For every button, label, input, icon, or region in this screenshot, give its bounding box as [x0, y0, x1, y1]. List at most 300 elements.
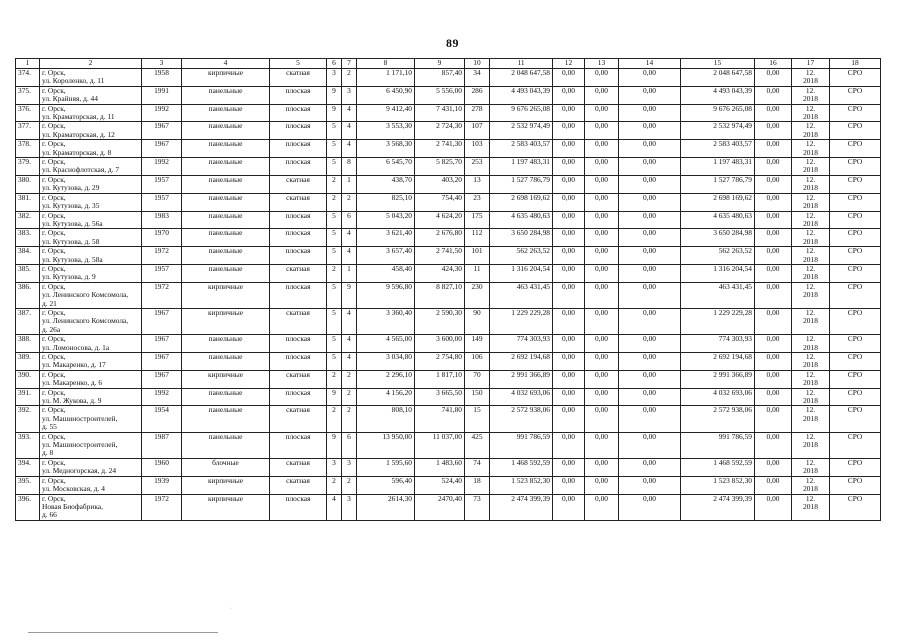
residents-cell: 106	[465, 353, 490, 371]
roof-type-cell: скатная	[270, 406, 327, 432]
completion-term-line: 12.	[805, 193, 816, 202]
table-row	[16, 282, 881, 308]
cost-col-14-cell: 0,00	[619, 370, 681, 388]
column-header: 4	[182, 59, 270, 69]
cost-col-13-cell: 0,00	[585, 264, 619, 282]
table-row	[16, 264, 881, 282]
total-area-cell: 825,10	[357, 193, 415, 211]
living-area-cell: 5 556,00	[415, 86, 465, 104]
repair-method-cell: СРО	[830, 264, 881, 282]
repair-method-cell: СРО	[830, 247, 881, 265]
build-year-cell: 1983	[142, 211, 182, 229]
address-line: г. Орск,	[42, 334, 66, 344]
row-number-cell: 375.	[16, 86, 40, 104]
cost-col-15-cell: 9 676 265,08	[681, 104, 755, 122]
column-header: 7	[342, 59, 357, 69]
address-cell	[40, 247, 142, 265]
completion-term-line: 2018	[803, 342, 818, 352]
completion-term-line: 2018	[803, 254, 818, 264]
column-header: 17	[792, 59, 830, 69]
entrances-cell: 3	[342, 458, 357, 476]
cost-col-16-cell: 0,00	[755, 476, 792, 494]
floors-cell: 9	[327, 432, 342, 458]
address-cell	[40, 353, 142, 371]
roof-type-cell: скатная	[270, 458, 327, 476]
table-row	[16, 140, 881, 158]
address-cell	[40, 104, 142, 122]
cost-col-13-cell: 0,00	[585, 247, 619, 265]
total-area-cell: 458,40	[357, 264, 415, 282]
wall-material-cell: панельные	[182, 158, 270, 176]
floors-cell: 5	[327, 335, 342, 353]
repair-method-cell: СРО	[830, 140, 881, 158]
cost-col-14-cell: 0,00	[619, 432, 681, 458]
address-line: г. Орск,	[42, 139, 66, 149]
total-area-cell: 6 545,70	[357, 158, 415, 176]
address-line: ул. Макаренко, д. 17	[42, 360, 106, 370]
roof-type-cell: плоская	[270, 353, 327, 371]
build-year-cell: 1939	[142, 476, 182, 494]
build-year-cell: 1992	[142, 104, 182, 122]
address-line: ул. Кутузова, д. 35	[42, 201, 100, 211]
address-line: ул. Кутузова, д. 58а	[42, 254, 103, 264]
total-area-cell: 13 950,00	[357, 432, 415, 458]
entrances-cell: 4	[342, 247, 357, 265]
address-line: ул. Машиностроителей,	[42, 440, 118, 450]
cost-col-16-cell: 0,00	[755, 432, 792, 458]
total-cost-cell: 3 650 284,98	[490, 229, 553, 247]
column-header: 3	[142, 59, 182, 69]
residents-cell: 101	[465, 247, 490, 265]
floors-cell: 9	[327, 104, 342, 122]
repair-method-cell: СРО	[830, 388, 881, 406]
cost-col-12-cell: 0,00	[553, 175, 585, 193]
living-area-cell: 2 676,80	[415, 229, 465, 247]
row-number-cell: 377.	[16, 122, 40, 140]
column-header: 5	[270, 59, 327, 69]
address-cell	[40, 69, 142, 87]
floors-cell: 2	[327, 406, 342, 432]
floors-cell: 5	[327, 158, 342, 176]
address-cell	[40, 282, 142, 308]
housing-table	[15, 58, 881, 521]
residents-cell: 15	[465, 406, 490, 432]
total-cost-cell: 2 532 974,49	[490, 122, 553, 140]
address-line: д. 21	[42, 298, 57, 308]
cost-col-13-cell: 0,00	[585, 335, 619, 353]
address-line: г. Орск,	[42, 157, 66, 167]
repair-method-cell: СРО	[830, 406, 881, 432]
cost-col-16-cell: 0,00	[755, 175, 792, 193]
address-cell	[40, 432, 142, 458]
row-number-cell: 376.	[16, 104, 40, 122]
cost-col-12-cell: 0,00	[553, 476, 585, 494]
address-line: г. Орск,	[42, 228, 66, 238]
address-cell	[40, 86, 142, 104]
roof-type-cell: плоская	[270, 158, 327, 176]
total-area-cell: 2 296,10	[357, 370, 415, 388]
address-line: ул. Короленко, д. 11	[42, 76, 105, 86]
living-area-cell: 11 037,00	[415, 432, 465, 458]
living-area-cell: 8 827,10	[415, 282, 465, 308]
residents-cell: 230	[465, 282, 490, 308]
cost-col-12-cell: 0,00	[553, 388, 585, 406]
address-line: ул. Кутузова, д. 9	[42, 272, 96, 282]
address-line: г. Орск,	[42, 458, 66, 467]
completion-term-cell	[792, 158, 830, 176]
table-row	[16, 158, 881, 176]
address-cell	[40, 476, 142, 494]
header-row	[16, 59, 881, 69]
cost-col-14-cell: 0,00	[619, 264, 681, 282]
cost-col-16-cell: 0,00	[755, 211, 792, 229]
address-cell	[40, 388, 142, 406]
total-cost-cell: 4 032 693,06	[490, 388, 553, 406]
address-line: г. Орск,	[42, 68, 66, 77]
cost-col-14-cell: 0,00	[619, 69, 681, 87]
cost-col-16-cell: 0,00	[755, 282, 792, 308]
roof-type-cell: скатная	[270, 476, 327, 494]
address-cell	[40, 494, 142, 520]
cost-col-15-cell: 2 474 399,39	[681, 494, 755, 520]
address-cell	[40, 406, 142, 432]
cost-col-15-cell: 2 532 974,49	[681, 122, 755, 140]
living-area-cell: 4 624,20	[415, 211, 465, 229]
address-line: ул. Кутузова, д. 29	[42, 183, 100, 193]
address-line: ул. Ленинского Комсомола,	[42, 316, 129, 326]
build-year-cell: 1967	[142, 370, 182, 388]
completion-term-line: 12.	[805, 334, 816, 344]
repair-method-cell: СРО	[830, 158, 881, 176]
residents-cell: 278	[465, 104, 490, 122]
living-area-cell: 741,80	[415, 406, 465, 432]
cost-col-12-cell: 0,00	[553, 140, 585, 158]
cost-col-15-cell: 2 698 169,62	[681, 193, 755, 211]
column-header: 8	[357, 59, 415, 69]
cost-col-12-cell: 0,00	[553, 353, 585, 371]
build-year-cell: 1958	[142, 69, 182, 87]
repair-method-cell: СРО	[830, 175, 881, 193]
cost-col-15-cell: 991 786,59	[681, 432, 755, 458]
residents-cell: 150	[465, 388, 490, 406]
row-number-cell: 387.	[16, 308, 40, 334]
column-header: 10	[465, 59, 490, 69]
roof-type-cell: скатная	[270, 69, 327, 87]
cost-col-15-cell: 1 316 204,54	[681, 264, 755, 282]
wall-material-cell: панельные	[182, 432, 270, 458]
total-cost-cell: 2 692 194,68	[490, 353, 553, 371]
floors-cell: 2	[327, 175, 342, 193]
completion-term-line: 2018	[803, 218, 818, 228]
residents-cell: 90	[465, 308, 490, 334]
entrances-cell: 1	[342, 264, 357, 282]
build-year-cell: 1991	[142, 86, 182, 104]
roof-type-cell: плоская	[270, 432, 327, 458]
entrances-cell: 4	[342, 229, 357, 247]
completion-term-cell	[792, 264, 830, 282]
completion-term-line: 2018	[803, 466, 818, 476]
cost-col-13-cell: 0,00	[585, 140, 619, 158]
cost-col-12-cell: 0,00	[553, 282, 585, 308]
wall-material-cell: панельные	[182, 247, 270, 265]
address-line: г. Орск,	[42, 405, 66, 415]
column-header: 11	[490, 59, 553, 69]
cost-col-14-cell: 0,00	[619, 140, 681, 158]
cost-col-13-cell: 0,00	[585, 193, 619, 211]
wall-material-cell: панельные	[182, 140, 270, 158]
roof-type-cell: плоская	[270, 211, 327, 229]
wall-material-cell: панельные	[182, 211, 270, 229]
address-line: д. 55	[42, 422, 57, 432]
total-area-cell: 3 568,30	[357, 140, 415, 158]
address-line: г. Орск,	[42, 246, 66, 256]
total-area-cell: 1 171,10	[357, 69, 415, 87]
cost-col-14-cell: 0,00	[619, 86, 681, 104]
cost-col-14-cell: 0,00	[619, 158, 681, 176]
repair-method-cell: СРО	[830, 353, 881, 371]
column-header: 18	[830, 59, 881, 69]
row-number-cell: 385.	[16, 264, 40, 282]
cost-col-15-cell: 3 650 284,98	[681, 229, 755, 247]
cost-col-15-cell: 1 527 786,79	[681, 175, 755, 193]
address-line: г. Орск,	[42, 308, 66, 317]
cost-col-16-cell: 0,00	[755, 370, 792, 388]
cost-col-16-cell: 0,00	[755, 229, 792, 247]
address-line: г. Орск,	[42, 388, 66, 397]
cost-col-12-cell: 0,00	[553, 494, 585, 520]
completion-term-cell	[792, 140, 830, 158]
completion-term-line: 12.	[805, 370, 816, 379]
cost-col-13-cell: 0,00	[585, 69, 619, 87]
floors-cell: 2	[327, 264, 342, 282]
row-number-cell: 384.	[16, 247, 40, 265]
completion-term-line: 12.	[805, 388, 816, 397]
total-area-cell: 3 360,40	[357, 308, 415, 334]
wall-material-cell: панельные	[182, 388, 270, 406]
floors-cell: 9	[327, 86, 342, 104]
total-area-cell: 2614,30	[357, 494, 415, 520]
cost-col-16-cell: 0,00	[755, 494, 792, 520]
residents-cell: 70	[465, 370, 490, 388]
floors-cell: 3	[327, 69, 342, 87]
build-year-cell: 1960	[142, 458, 182, 476]
residents-cell: 107	[465, 122, 490, 140]
completion-term-cell	[792, 229, 830, 247]
cost-col-14-cell: 0,00	[619, 282, 681, 308]
cost-col-15-cell: 1 197 483,31	[681, 158, 755, 176]
completion-term-cell	[792, 86, 830, 104]
address-cell	[40, 308, 142, 334]
cost-col-16-cell: 0,00	[755, 86, 792, 104]
cost-col-13-cell: 0,00	[585, 282, 619, 308]
roof-type-cell: скатная	[270, 264, 327, 282]
completion-term-line: 2018	[803, 413, 818, 423]
build-year-cell: 1957	[142, 193, 182, 211]
cost-col-15-cell: 4 635 480,63	[681, 211, 755, 229]
repair-method-cell: СРО	[830, 193, 881, 211]
completion-term-line: 12.	[805, 264, 816, 273]
total-area-cell: 6 450,90	[357, 86, 415, 104]
roof-type-cell: плоская	[270, 86, 327, 104]
cost-col-13-cell: 0,00	[585, 458, 619, 476]
bottom-rule	[28, 632, 218, 633]
cost-col-14-cell: 0,00	[619, 353, 681, 371]
cost-col-12-cell: 0,00	[553, 158, 585, 176]
residents-cell: 18	[465, 476, 490, 494]
residents-cell: 149	[465, 335, 490, 353]
cost-col-14-cell: 0,00	[619, 335, 681, 353]
column-header: 2	[40, 59, 142, 69]
wall-material-cell: кирпичные	[182, 370, 270, 388]
address-line: г. Орск,	[42, 370, 66, 379]
total-cost-cell: 9 676 265,08	[490, 104, 553, 122]
cost-col-16-cell: 0,00	[755, 406, 792, 432]
address-line: г. Орск,	[42, 432, 66, 441]
completion-term-cell	[792, 193, 830, 211]
repair-method-cell: СРО	[830, 229, 881, 247]
column-header: 12	[553, 59, 585, 69]
table-row	[16, 406, 881, 432]
living-area-cell: 754,40	[415, 193, 465, 211]
column-header: 9	[415, 59, 465, 69]
cost-col-13-cell: 0,00	[585, 370, 619, 388]
row-number-cell: 378.	[16, 140, 40, 158]
completion-term-line: 2018	[803, 272, 818, 282]
cost-col-13-cell: 0,00	[585, 432, 619, 458]
total-cost-cell: 463 431,45	[490, 282, 553, 308]
table-row	[16, 175, 881, 193]
cost-col-16-cell: 0,00	[755, 335, 792, 353]
cost-col-13-cell: 0,00	[585, 86, 619, 104]
cost-col-15-cell: 1 229 229,28	[681, 308, 755, 334]
entrances-cell: 4	[342, 308, 357, 334]
cost-col-14-cell: 0,00	[619, 104, 681, 122]
wall-material-cell: панельные	[182, 406, 270, 432]
total-cost-cell: 4 493 043,39	[490, 86, 553, 104]
living-area-cell: 2 741,30	[415, 140, 465, 158]
floors-cell: 5	[327, 282, 342, 308]
table-row	[16, 193, 881, 211]
address-line: ул. Медногорская, д. 24	[42, 466, 117, 476]
address-cell	[40, 158, 142, 176]
column-header: 14	[619, 59, 681, 69]
bottom-mark: ·	[230, 606, 232, 612]
cost-col-13-cell: 0,00	[585, 388, 619, 406]
table-row	[16, 335, 881, 353]
total-area-cell: 9 596,80	[357, 282, 415, 308]
cost-col-15-cell: 2 048 647,58	[681, 69, 755, 87]
repair-method-cell: СРО	[830, 282, 881, 308]
cost-col-14-cell: 0,00	[619, 175, 681, 193]
cost-col-16-cell: 0,00	[755, 69, 792, 87]
table-row	[16, 86, 881, 104]
completion-term-line: 2018	[803, 94, 818, 104]
address-line: ул. Кутузова, д. 56а	[42, 218, 103, 228]
wall-material-cell: кирпичные	[182, 69, 270, 87]
table-body	[16, 69, 881, 521]
floors-cell: 2	[327, 370, 342, 388]
wall-material-cell: панельные	[182, 335, 270, 353]
residents-cell: 112	[465, 229, 490, 247]
address-line: г. Орск,	[42, 282, 66, 291]
completion-term-line: 2018	[803, 501, 818, 511]
table-row	[16, 432, 881, 458]
wall-material-cell: панельные	[182, 122, 270, 140]
entrances-cell: 9	[342, 282, 357, 308]
cost-col-15-cell: 1 468 592,59	[681, 458, 755, 476]
total-cost-cell: 562 263,52	[490, 247, 553, 265]
wall-material-cell: панельные	[182, 193, 270, 211]
cost-col-16-cell: 0,00	[755, 308, 792, 334]
row-number-cell: 383.	[16, 229, 40, 247]
completion-term-line: 12.	[805, 86, 816, 95]
cost-col-14-cell: 0,00	[619, 211, 681, 229]
cost-col-15-cell: 4 493 043,39	[681, 86, 755, 104]
address-line: ул. М. Жукова, д. 9	[42, 396, 102, 406]
cost-col-13-cell: 0,00	[585, 476, 619, 494]
address-line: ул. Макаренко, д. 6	[42, 378, 103, 388]
total-cost-cell: 1 523 852,30	[490, 476, 553, 494]
roof-type-cell: плоская	[270, 229, 327, 247]
row-number-cell: 396.	[16, 494, 40, 520]
address-line: г. Орск,	[42, 121, 66, 131]
cost-col-15-cell: 463 431,45	[681, 282, 755, 308]
roof-type-cell: плоская	[270, 104, 327, 122]
build-year-cell: 1987	[142, 432, 182, 458]
completion-term-cell	[792, 458, 830, 476]
repair-method-cell: СРО	[830, 69, 881, 87]
cost-col-12-cell: 0,00	[553, 211, 585, 229]
total-area-cell: 1 595,60	[357, 458, 415, 476]
completion-term-cell	[792, 388, 830, 406]
total-cost-cell: 2 572 938,06	[490, 406, 553, 432]
completion-term-cell	[792, 370, 830, 388]
completion-term-line: 2018	[803, 360, 818, 370]
total-cost-cell: 4 635 480,63	[490, 211, 553, 229]
completion-term-line: 12.	[805, 476, 816, 485]
repair-method-cell: СРО	[830, 458, 881, 476]
completion-term-cell	[792, 308, 830, 334]
cost-col-16-cell: 0,00	[755, 247, 792, 265]
completion-term-cell	[792, 353, 830, 371]
address-line: г. Орск,	[42, 193, 66, 202]
cost-col-15-cell: 562 263,52	[681, 247, 755, 265]
residents-cell: 103	[465, 140, 490, 158]
address-cell	[40, 229, 142, 247]
address-line: ул. Ломоносова, д. 1а	[42, 342, 110, 352]
completion-term-cell	[792, 69, 830, 87]
wall-material-cell: панельные	[182, 229, 270, 247]
wall-material-cell: кирпичные	[182, 476, 270, 494]
floors-cell: 5	[327, 122, 342, 140]
roof-type-cell: плоская	[270, 335, 327, 353]
cost-col-12-cell: 0,00	[553, 247, 585, 265]
roof-type-cell: плоская	[270, 282, 327, 308]
cost-col-15-cell: 2 991 366,89	[681, 370, 755, 388]
total-area-cell: 5 043,20	[357, 211, 415, 229]
cost-col-15-cell: 2 583 403,57	[681, 140, 755, 158]
address-line: ул. Московская, д. 4	[42, 484, 105, 494]
address-line: г. Орск,	[42, 264, 66, 273]
table-row	[16, 370, 881, 388]
row-number-cell: 391.	[16, 388, 40, 406]
cost-col-13-cell: 0,00	[585, 158, 619, 176]
residents-cell: 175	[465, 211, 490, 229]
completion-term-line: 12.	[805, 228, 816, 238]
entrances-cell: 8	[342, 158, 357, 176]
living-area-cell: 1 483,60	[415, 458, 465, 476]
address-line: ул. Краматорская, д. 12	[42, 129, 115, 139]
